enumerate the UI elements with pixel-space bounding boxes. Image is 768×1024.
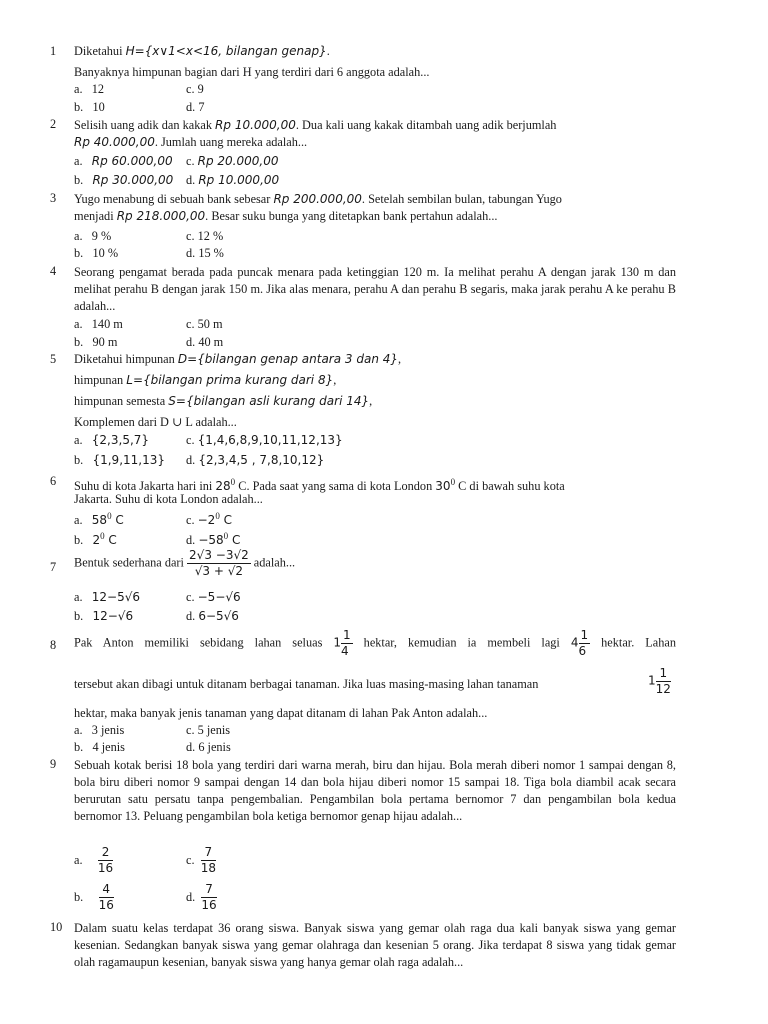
fraction: $\frac{1}{6}$	[578, 628, 589, 658]
question-text-line2: Banyaknya himpunan bagian dari H yang terdiri dari 6 anggota adalah...	[74, 65, 430, 79]
option-a[interactable]: a. Rp 60.000,00	[74, 154, 173, 168]
option-b[interactable]: b. Rp 30.000,00	[74, 173, 174, 187]
option-c[interactable]: c. {1,4,6,8,9,10,11,12,13}	[186, 433, 343, 447]
option-a[interactable]: a. 12−5√6	[74, 590, 141, 604]
question-text-line3: himpunan semesta S={bilangan asli kurang dari 14},	[74, 394, 373, 408]
option-d[interactable]: d. $\frac{7}{16}$	[186, 882, 217, 912]
option-c[interactable]: c. −5−√6	[186, 590, 241, 604]
question-number: 8	[50, 638, 57, 652]
option-b[interactable]: b. {1,9,11,13}	[74, 453, 165, 467]
question-text-line2: Jakarta. Suhu di kota London adalah...	[74, 492, 263, 506]
question-number: 4	[50, 264, 57, 278]
option-a[interactable]: a. 140 m	[74, 317, 123, 331]
option-b[interactable]: b. $\frac{4}{16}$	[74, 882, 114, 912]
option-a[interactable]: a. 12	[74, 82, 105, 96]
option-c[interactable]: c. $-2^0$ C	[186, 511, 233, 527]
question-text-line2: Rp 40.000,00. Jumlah uang mereka adalah...	[74, 135, 308, 149]
option-b[interactable]: b. $2^0$ C	[74, 531, 117, 547]
option-c[interactable]: c. 9	[186, 82, 204, 96]
question-text-line1: Diketahui himpunan D={bilangan genap antara 3 dan 4},	[74, 352, 402, 366]
question-text: Seorang pengamat berada pada puncak menara pada ketinggian 120 m. Ia melihat perahu A dengan jarak 130 m dan melihat perahu B dengan jarak 150 m. Jika alas menara, perahu A dan perahu B segaris, maka jarak perahu A ke perahu B adalah...	[74, 265, 676, 313]
question-number: 6	[50, 474, 57, 488]
question-number: 1	[50, 44, 57, 58]
option-d[interactable]: d. 40 m	[186, 335, 224, 349]
option-c[interactable]: c. Rp 20.000,00	[186, 154, 279, 168]
fraction: $\frac{2√3 -3√2}{√3 + √2}$	[189, 548, 249, 578]
question-text: Dalam suatu kelas terdapat 36 orang siswa. Banyak siswa yang gemar olah raga dua kali banyak siswa yang gemar kesenian. Sedangkan banyak siswa yang gemar olahraga dan kesenian 5 orang. Jika terdapat 8 siswa yang tidak gemar olah ragamaupun kesenian, banyak siswa yang hanya gemar olah raga adalah...	[74, 921, 676, 969]
option-c[interactable]: c. 50 m	[186, 317, 223, 331]
mixed-number: 1 $\frac{1}{12}$	[648, 666, 671, 696]
question-text: Selisih uang adik dan kakak Rp 10.000,00. Dua kali uang kakak ditambah uang adik berjumlah	[74, 118, 557, 132]
question-text-line4: Komplemen dari D ∪ L adalah...	[74, 415, 237, 429]
option-c[interactable]: c. 5 jenis	[186, 723, 231, 737]
question-text-line2: menjadi Rp 218.000,00. Besar suku bunga yang ditetapkan bank pertahun adalah...	[74, 209, 498, 223]
option-d[interactable]: d. Rp 10.000,00	[186, 173, 280, 187]
question-text-line2: tersebut akan dibagi untuk ditanam berbagai tanaman. Jika luas masing-masing lahan tanaman	[74, 677, 539, 691]
question-text: Sebuah kotak berisi 18 bola yang terdiri dari warna merah, biru dan hijau. Bola merah diberi nomor 1 sampai dengan 8, bola biru diberi nomor 9 sampai dengan 14 dan bola hijau diberi nomor 15 sampai 18. Tiga bola diambil acak secara berurutan satu persatu tanpa pengembalian. Pengambilan bola pertama bernomor 7 dan pengambilan bola kedua bernomor 13. Peluang pengambilan bola ketiga bernomor genap hijau adalah...	[74, 758, 676, 823]
option-a[interactable]: a. $58^0$ C	[74, 511, 124, 527]
math-expression: H={x∨1<x<16, bilangan genap}	[125, 44, 327, 58]
question-number: 5	[50, 352, 57, 366]
option-d[interactable]: d. 6 jenis	[186, 740, 231, 754]
option-d[interactable]: d. {2,3,4,5 , 7,8,10,12}	[186, 453, 325, 467]
option-b[interactable]: b. 10	[74, 100, 105, 114]
question-text-line2: himpunan L={bilangan prima kurang dari 8},	[74, 373, 337, 387]
question-text: Bentuk sederhana dari $\frac{2√3 -3√2}{√3 + √2}$ adalah...	[74, 548, 296, 578]
question-text: Suhu di kota Jakarta hari ini $28^0$ C. Pada saat yang sama di kota London $30^0$ C di bawah suhu kota	[74, 477, 565, 493]
option-d[interactable]: d. 6−5√6	[186, 609, 239, 623]
question-text-line3: hektar, maka banyak jenis tanaman yang dapat ditanam di lahan Pak Anton adalah...	[74, 706, 488, 720]
question-number: 2	[50, 117, 57, 131]
question-text-line1: Pak Anton memiliki sebidang lahan seluas 1 $\frac{1}{4}$ hektar, kemudian ia membeli lagi 4 $\frac{1}{6}$ hektar. Lahan	[74, 628, 677, 658]
fraction: $\frac{1}{4}$	[341, 628, 351, 658]
option-c[interactable]: c. $\frac{7}{18}$	[186, 845, 216, 875]
question-text: Yugo menabung di sebuah bank sebesar Rp 200.000,00. Setelah sembilan bulan, tabungan Yugo	[74, 192, 562, 206]
option-d[interactable]: d. 15 %	[186, 246, 224, 260]
option-a[interactable]: a. 9 %	[74, 229, 112, 243]
option-b[interactable]: b. 10 %	[74, 246, 119, 260]
option-b[interactable]: b. 90 m	[74, 335, 118, 349]
option-a[interactable]: a. $\frac{2}{16}$	[74, 845, 114, 875]
question-number: 7	[50, 560, 57, 574]
option-b[interactable]: b. 4 jenis	[74, 740, 125, 754]
question-text: Diketahui H={x∨1<x<16, bilangan genap}.	[74, 44, 330, 58]
option-a[interactable]: a. 3 jenis	[74, 723, 125, 737]
option-d[interactable]: d. 7	[186, 100, 205, 114]
option-d[interactable]: d. $-58^0$ C	[186, 531, 241, 547]
option-a[interactable]: a. {2,3,5,7}	[74, 433, 150, 447]
question-number: 9	[50, 757, 57, 771]
question-number: 3	[50, 191, 57, 205]
question-number: 10	[50, 920, 63, 934]
option-c[interactable]: c. 12 %	[186, 229, 224, 243]
option-b[interactable]: b. 12−√6	[74, 609, 134, 623]
